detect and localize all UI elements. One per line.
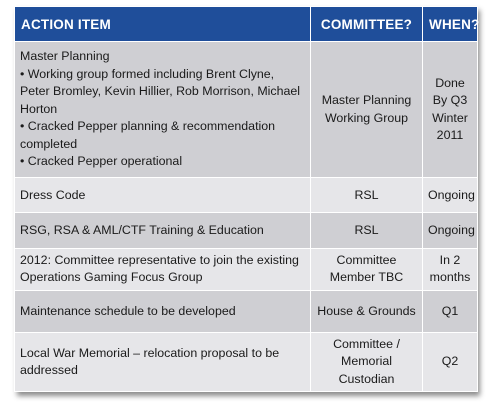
when-cell: Ongoing: [423, 213, 478, 248]
action-item-cell: [15, 42, 311, 178]
header-action-item: ACTION ITEM: [15, 7, 311, 42]
table-row: [15, 42, 478, 178]
action-item-cell: [15, 178, 311, 213]
when-cell: In 2 months: [423, 248, 478, 290]
committee-cell: House & Grounds: [311, 291, 423, 333]
item-line: RSG, RSA & AML/CTF Training & Education: [20, 222, 264, 237]
committee-cell: RSL: [311, 213, 423, 248]
table-row: [15, 333, 478, 392]
committee-cell: RSL: [311, 178, 423, 213]
item-line: • Working group formed including Brent Clyne, Peter Bromley, Kevin Hillier, Rob Morrison, Michael Horton: [20, 66, 301, 116]
header-committee: COMMITTEE?: [311, 7, 423, 42]
action-item-cell: [15, 291, 311, 333]
table-header-row: [15, 7, 478, 42]
when-cell: Done By Q3 Winter 2011: [423, 42, 478, 178]
when-cell: Q2: [423, 333, 478, 392]
table-row: [15, 213, 478, 248]
item-line: Dress Code: [20, 187, 86, 202]
committee-cell: Committee Member TBC: [311, 248, 423, 290]
action-items-table: [14, 6, 478, 392]
when-cell: Q1: [423, 291, 478, 333]
item-line: • Cracked Pepper planning & recommendation completed: [20, 119, 276, 151]
action-item-cell: [15, 248, 311, 290]
action-item-cell: [15, 333, 311, 392]
table-row: [15, 178, 478, 213]
committee-cell: Master Planning Working Group: [311, 42, 423, 178]
action-item-cell: [15, 213, 311, 248]
table-row: [15, 291, 478, 333]
action-items-slide: [14, 6, 480, 392]
item-line: • Cracked Pepper operational: [20, 154, 183, 169]
table-row: [15, 248, 478, 290]
item-line: Master Planning: [20, 49, 110, 64]
item-line: 2012: Committee representative to join the existing Operations Gaming Focus Group: [20, 252, 299, 285]
header-when: WHEN?: [423, 7, 478, 42]
when-cell: Ongoing: [423, 178, 478, 213]
item-line: Maintenance schedule to be developed: [20, 304, 236, 319]
committee-cell: Committee / Memorial Custodian: [311, 333, 423, 392]
item-line: Local War Memorial – relocation proposal to be addressed: [20, 345, 280, 378]
